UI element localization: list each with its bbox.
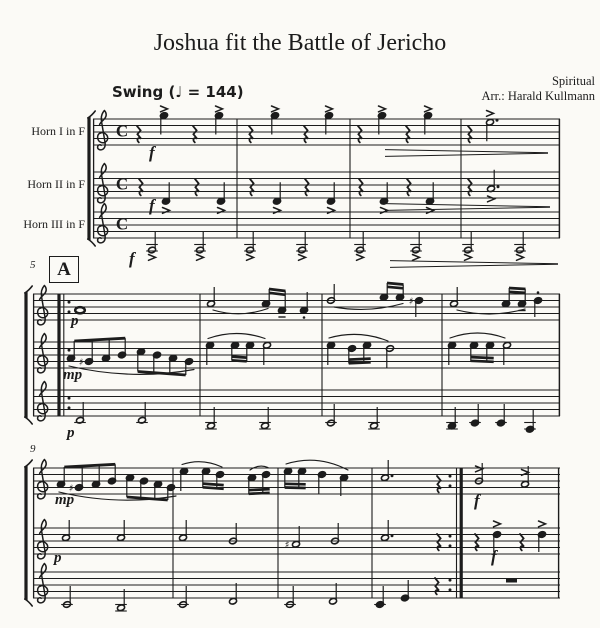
svg-text:C: C <box>115 121 129 141</box>
measure-number-9: 9 <box>30 443 36 455</box>
genre-credit: Spiritual <box>551 74 595 88</box>
svg-text:♯: ♯ <box>284 540 290 552</box>
dynamic-p-horn1-m5: p <box>71 313 79 329</box>
svg-text:♯: ♯ <box>78 357 84 369</box>
dynamic-p-horn3-m5: p <box>67 425 75 441</box>
dynamic-f-horn3-m1: f <box>129 249 135 268</box>
tempo-marking: Swing (♩ = 144) <box>112 83 244 101</box>
svg-text:♯: ♯ <box>408 296 414 308</box>
measure-number-5: 5 <box>30 259 36 271</box>
arranger-credit: Arr.: Harald Kullmann <box>481 89 595 103</box>
staff-label-horn3: Horn III in F <box>23 217 85 231</box>
svg-text:♯: ♯ <box>68 483 74 495</box>
dynamic-p-horn2-m9: p <box>54 550 62 566</box>
rehearsal-letter: A <box>57 259 71 280</box>
dynamic-f-horn2-m13: f <box>491 547 497 566</box>
dynamic-f-horn2-m1: f <box>149 196 155 215</box>
dynamic-f-horn1-m13: f <box>474 491 480 510</box>
staff-label-horn1: Horn I in F <box>31 124 85 138</box>
page-title: Joshua fit the Battle of Jericho <box>153 30 447 56</box>
dynamic-mp-horn2-m5: mp <box>63 367 83 383</box>
svg-text:C: C <box>115 214 129 234</box>
staff-label-horn2: Horn II in F <box>27 177 85 191</box>
svg-text:C: C <box>115 174 129 194</box>
dynamic-f-horn1-m1: f <box>149 143 155 162</box>
dynamic-mp-horn1-m9: mp <box>55 492 75 508</box>
rehearsal-mark-a <box>49 256 79 283</box>
